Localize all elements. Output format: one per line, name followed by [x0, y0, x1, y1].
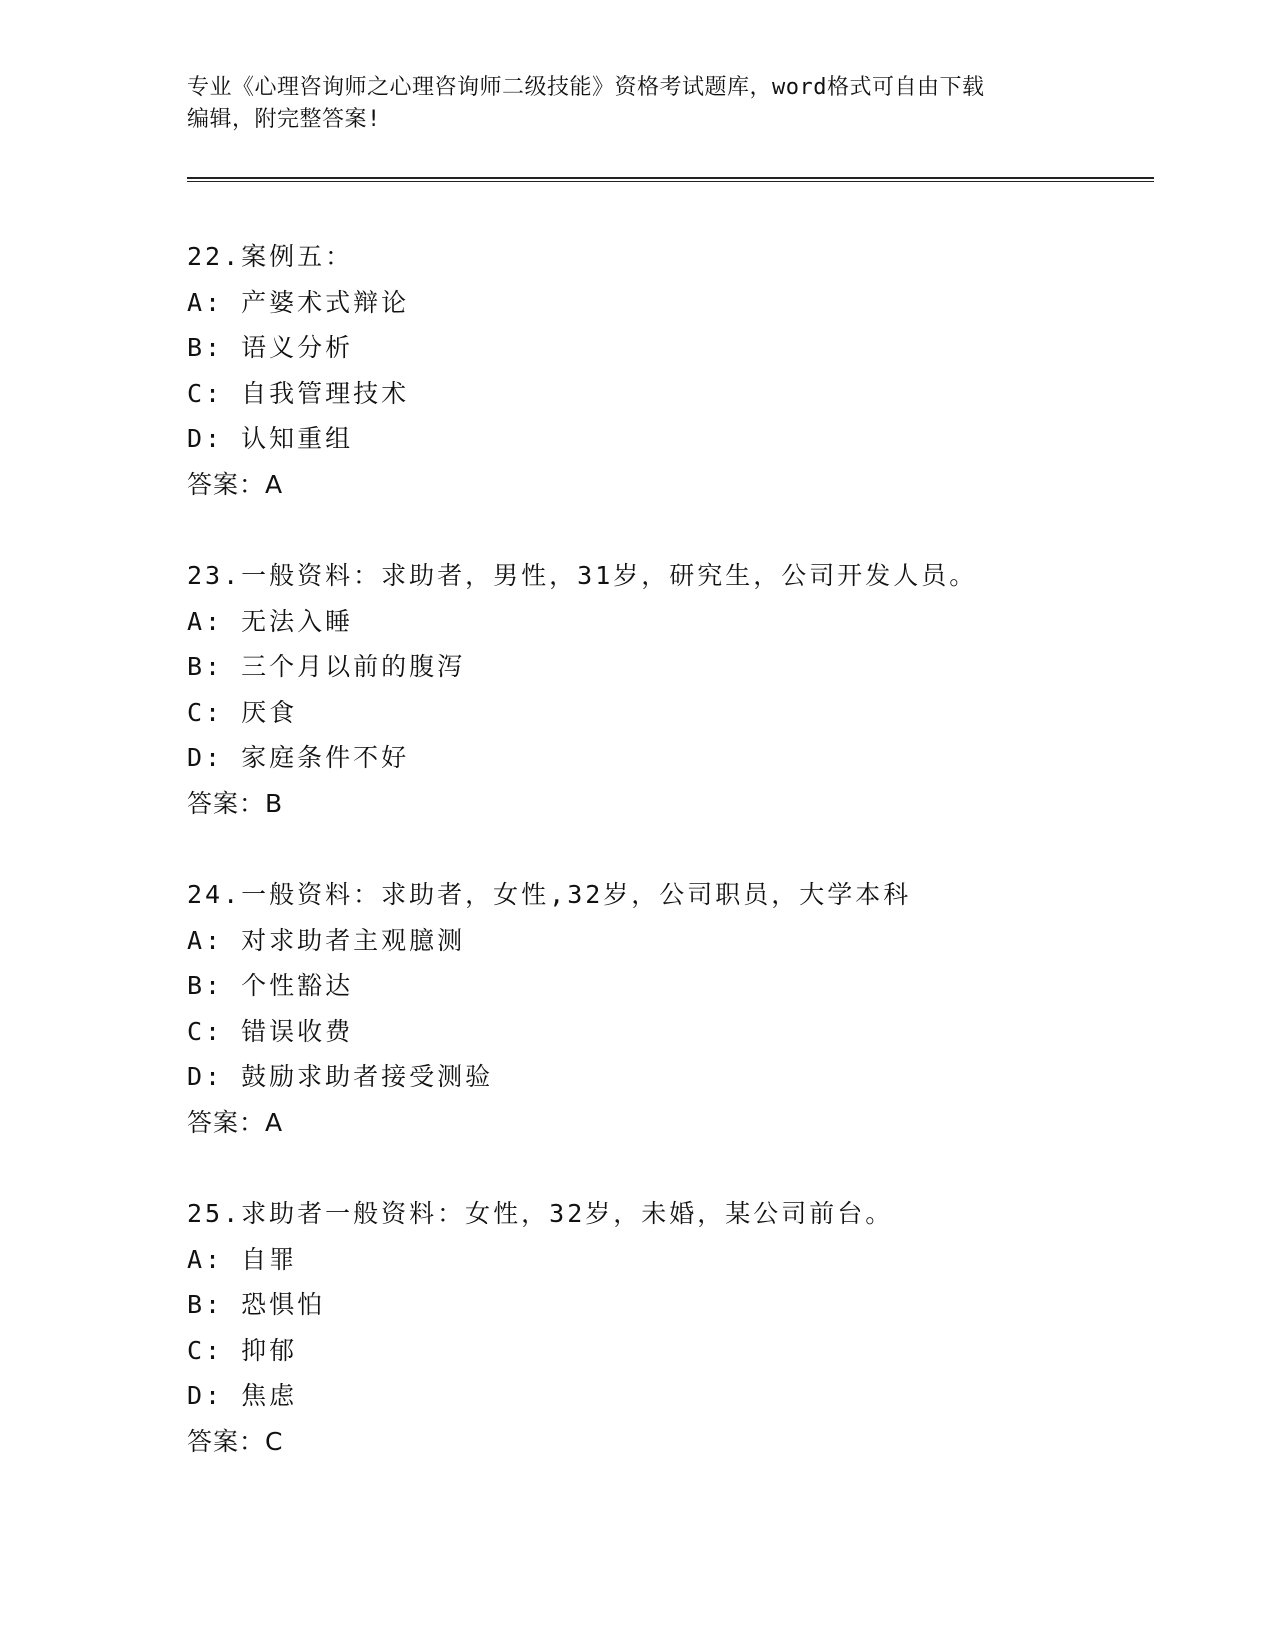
question-stem: 23.一般资料：求助者，男性，31岁，研究生，公司开发人员。	[187, 561, 978, 590]
question-stem: 24.一般资料：求助者，女性,32岁，公司职员，大学本科	[187, 880, 912, 909]
question-stem: 25.求助者一般资料：女性，32岁，未婚，某公司前台。	[187, 1199, 894, 1228]
option-b: B: 三个月以前的腹泻	[187, 652, 466, 681]
question-block	[187, 872, 1187, 1145]
option-a: A: 产婆术式辩论	[187, 287, 410, 317]
document-header	[187, 72, 1077, 136]
option-c: C: 厌食	[187, 697, 298, 727]
header-line-1: 专业《心理咨询师之心理咨询师二级技能》资格考试题库，word格式可自由下载	[187, 75, 985, 100]
option-a: A: 无法入睡	[187, 606, 354, 636]
option-d: D: 家庭条件不好	[187, 743, 410, 772]
option-b: B: 恐惧怕	[187, 1290, 326, 1319]
option-c: C: 抑郁	[187, 1335, 298, 1365]
question-block	[187, 234, 1187, 507]
answer-line: 答案：C	[187, 1426, 284, 1456]
option-a: A: 自罪	[187, 1244, 298, 1274]
option-d: D: 鼓励求助者接受测验	[187, 1062, 494, 1091]
option-d: D: 焦虑	[187, 1381, 298, 1410]
answer-line: 答案：A	[187, 1107, 284, 1137]
question-block	[187, 1191, 1187, 1464]
option-b: B: 个性豁达	[187, 971, 354, 1000]
header-divider	[187, 177, 1154, 182]
option-c: C: 自我管理技术	[187, 378, 410, 408]
answer-line: 答案：A	[187, 469, 284, 499]
option-b: B: 语义分析	[187, 333, 354, 362]
question-block	[187, 553, 1187, 826]
option-c: C: 错误收费	[187, 1016, 354, 1046]
option-a: A: 对求助者主观臆测	[187, 925, 466, 955]
header-line-2: 编辑，附完整答案!	[187, 107, 381, 132]
option-d: D: 认知重组	[187, 424, 354, 453]
question-stem: 22.案例五：	[187, 242, 354, 271]
answer-line: 答案：B	[187, 788, 284, 818]
